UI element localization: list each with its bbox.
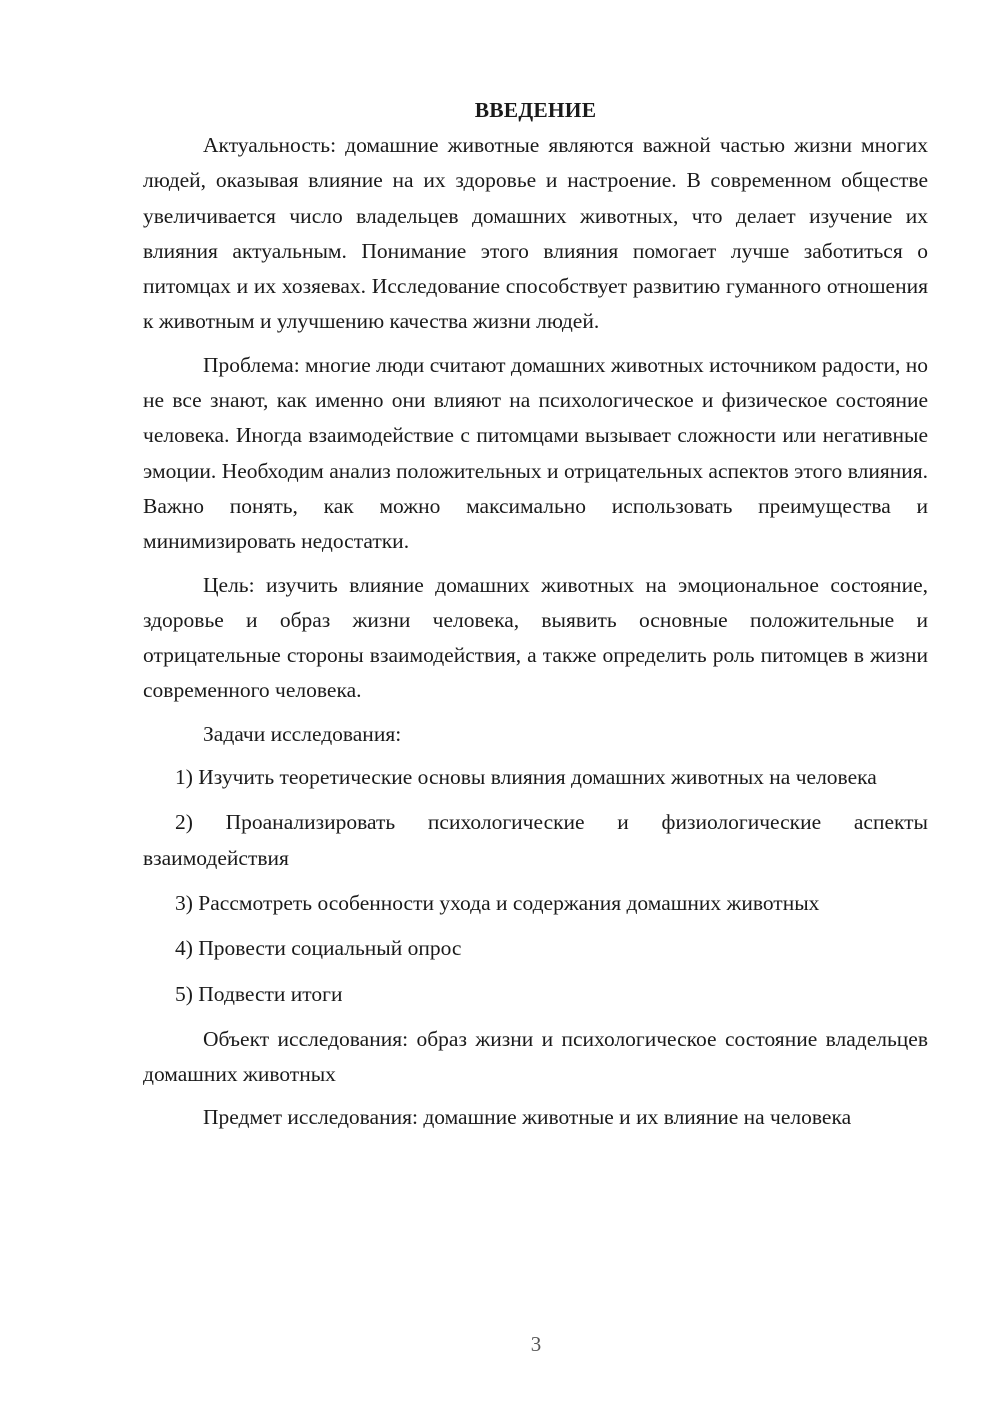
task-item-5: 5) Подвести итоги bbox=[175, 981, 343, 1006]
section-title: ВВЕДЕНИЕ bbox=[474, 98, 597, 122]
task-item-2: 2) Проанализировать психологические и физиологические аспекты взаимодействия bbox=[143, 810, 928, 870]
problem-paragraph: Проблема: многие люди считают домашних животных источником радости, но не все знают, как именно они влияют на психологическое и физическое состояние человека. Иногда взаимодействие с питомцами вызывает сложности или негативные эмоции. Необходим анализ положительных и отрицательных аспектов этого влияния. Важно понять, как можно максимально использовать преимущества и минимизировать недостатки. bbox=[143, 352, 928, 554]
relevance-paragraph: Актуальность: домашние животные являются важной частью жизни многих людей, оказывая влияние на их здоровье и настроение. В современном обществе увеличивается число владельцев домашних животных, что делает изучение их влияния актуальным. Понимание этого влияния помогает лучше заботиться о питомцах и их хозяевах. Исследование способствует развитию гуманного отношения к животным и улучшению качества жизни людей. bbox=[143, 133, 928, 334]
task-item-1: 1) Изучить теоретические основы влияния домашних животных на человека bbox=[175, 765, 877, 790]
document-page bbox=[143, 92, 928, 1144]
task-item-4: 4) Провести социальный опрос bbox=[175, 936, 462, 961]
object-paragraph: Объект исследования: образ жизни и психологическое состояние владельцев домашних животных bbox=[143, 1026, 928, 1087]
tasks-heading: Задачи исследования: bbox=[203, 721, 402, 746]
tasks-list bbox=[143, 760, 928, 1012]
goal-paragraph: Цель: изучить влияние домашних животных на эмоциональное состояние, здоровье и образ жизни человека, выявить основные положительные и отрицательные стороны взаимодействия, а также определить роль питомцев в жизни современного человека. bbox=[143, 572, 928, 703]
subject-paragraph: Предмет исследования: домашние животные и их влияние на человека bbox=[203, 1105, 852, 1130]
task-item-3: 3) Рассмотреть особенности ухода и содержания домашних животных bbox=[175, 890, 820, 915]
page-number: 3 bbox=[530, 1332, 542, 1356]
